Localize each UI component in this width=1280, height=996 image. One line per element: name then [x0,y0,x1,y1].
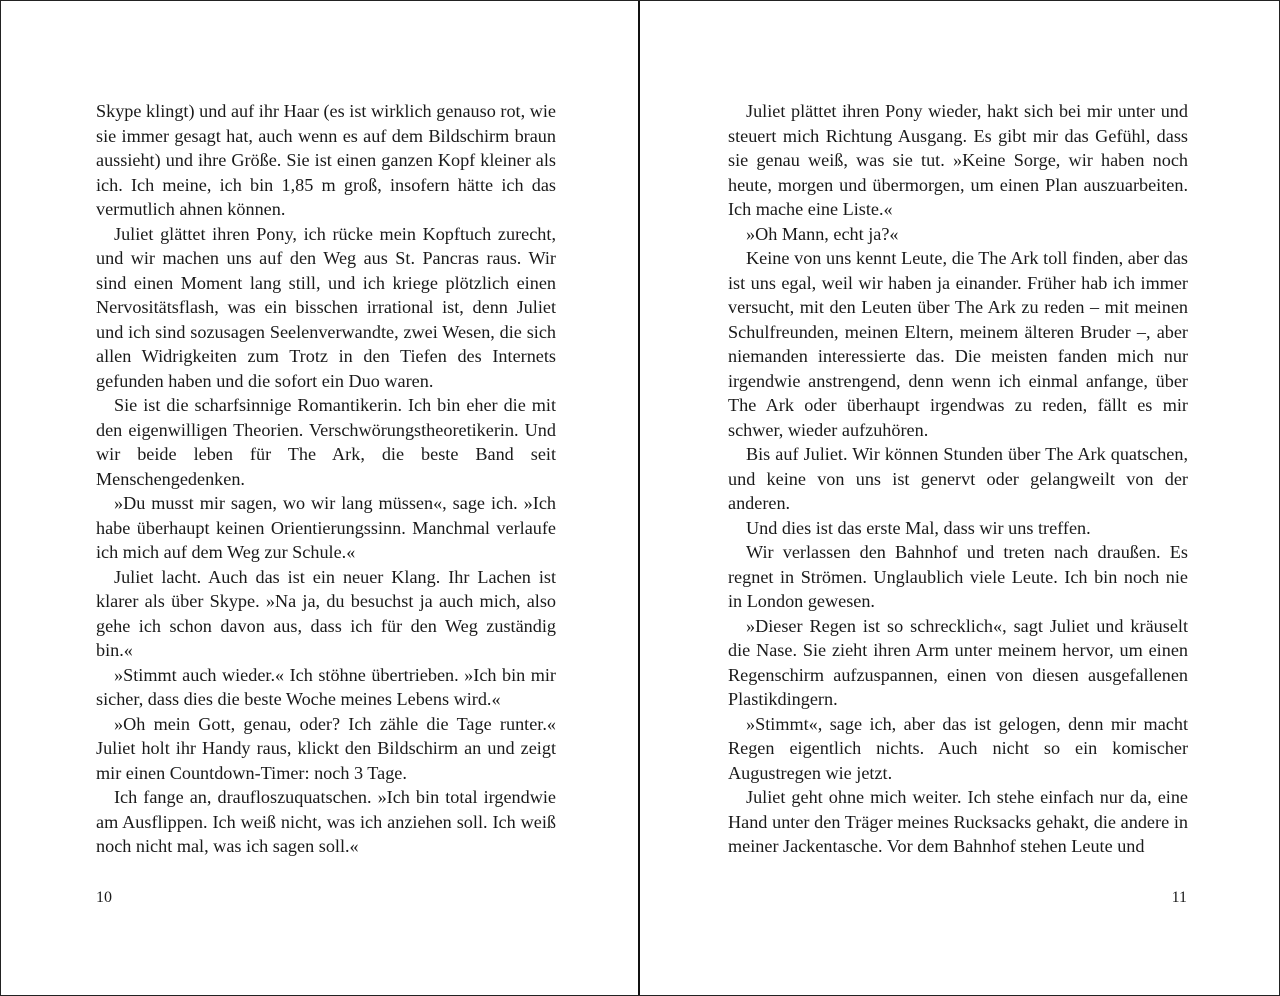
paragraph: »Stimmt auch wieder.« Ich stöhne übertrieben. »Ich bin mir sicher, dass dies die beste Woche meines Lebens wird.« [96,664,556,709]
right-page-text [728,99,1188,859]
left-page [1,1,640,995]
paragraph: Juliet geht ohne mich weiter. Ich stehe einfach nur da, eine Hand unter den Träger meines Rucksacks gehakt, die andere in meiner Jackentasche. Vor dem Bahnhof stehen Leute und [728,787,1188,856]
paragraph: »Stimmt«, sage ich, aber das ist gelogen, denn mir macht Regen eigentlich nichts. Auch nicht so ein komischer Augustregen wie jetzt. [728,713,1188,783]
paragraph: Bis auf Juliet. Wir können Stunden über The Ark quatschen, und keine von uns ist genervt oder gelangweilt von der anderen. [728,444,1188,513]
paragraph: Sie ist die scharfsinnige Romantikerin. Ich bin eher die mit den eigenwilligen Theorien. Verschwörungstheoretikerin. Und wir beide leben für The Ark, die beste Band seit Menschengedenken. [96,395,556,489]
paragraph: »Du musst mir sagen, wo wir lang müssen«, sage ich. »Ich habe überhaupt keinen Orientierungssinn. Manchmal verlaufe ich mich auf dem Weg zur Schule.« [96,493,556,562]
paragraph: Juliet plättet ihren Pony wieder, hakt sich bei mir unter und steuert mich Richtung Ausgang. Es gibt mir das Gefühl, dass sie genau weiß, was sie tut. »Keine Sorge, wir haben noch heute, morgen und übermorgen, um einen Plan auszuarbeiten. Ich mache eine Liste.« [728,101,1188,219]
page-number: 10 [96,889,112,906]
paragraph: Ich fange an, draufloszuquatschen. »Ich bin total irgendwie am Ausflippen. Ich weiß nicht, was ich anziehen soll. Ich weiß noch nicht mal, was ich sagen soll.« [96,787,556,856]
paragraph: Und dies ist das erste Mal, dass wir uns treffen. [746,517,1091,538]
paragraph: »Oh Mann, echt ja?« [746,223,899,244]
page-number: 11 [1171,889,1187,906]
right-page [640,1,1279,995]
paragraph: Wir verlassen den Bahnhof und treten nach draußen. Es regnet in Strömen. Unglaublich viele Leute. Ich bin noch nie in London gewesen. [728,542,1188,611]
paragraph: Skype klingt) und auf ihr Haar (es ist wirklich genauso rot, wie sie immer gesagt hat, auch wenn es auf dem Bildschirm braun aussieht) und ihre Größe. Sie ist einen ganzen Kopf kleiner als ich. Ich meine, ich bin 1,85 m groß, insofern hätte ich das vermutlich ahnen können. [96,101,556,219]
paragraph: Juliet glättet ihren Pony, ich rücke mein Kopftuch zurecht, und wir machen uns auf den Weg aus St. Pancras raus. Wir sind einen Moment lang still, und ich kriege plötzlich einen Nervositätsflash, was ein bisschen irrational ist, denn Juliet und ich sind sozusagen Seelenverwandte, zwei Wesen, die sich allen Widrigkeiten zum Trotz in den Tiefen des Internets gefunden haben und die sofort ein Duo waren. [96,223,556,391]
paragraph: »Dieser Regen ist so schrecklich«, sagt Juliet und kräuselt die Nase. Sie zieht ihren Arm unter meinem hervor, um einen Regenschirm aufzuspannen, einen von diesen ausgefallenen Plastikdingern. [728,615,1188,709]
paragraph: Keine von uns kennt Leute, die The Ark toll finden, aber das ist uns egal, weil wir haben ja einander. Früher hab ich immer versucht, mit den Leuten über The Ark zu reden – mit meinen Schulfreunden, meinen Eltern, meinem älteren Bruder –, aber niemanden interessierte das. Die meisten fanden mich nur irgendwie anstrengend, denn wenn ich einmal anfange, über The Ark oder überhaupt irgendwas zu reden, fällt es mir schwer, wieder aufzuhören. [728,248,1188,440]
paragraph: Juliet lacht. Auch das ist ein neuer Klang. Ihr Lachen ist klarer als über Skype. »Na ja, du besuchst ja auch mich, also gehe ich schon davon aus, dass ich für den Weg zuständig bin.« [96,566,556,660]
left-page-text [96,99,556,859]
paragraph: »Oh mein Gott, genau, oder? Ich zähle die Tage runter.« Juliet holt ihr Handy raus, klickt den Bildschirm an und zeigt mir einen Countdown-Timer: noch 3 Tage. [96,713,556,783]
